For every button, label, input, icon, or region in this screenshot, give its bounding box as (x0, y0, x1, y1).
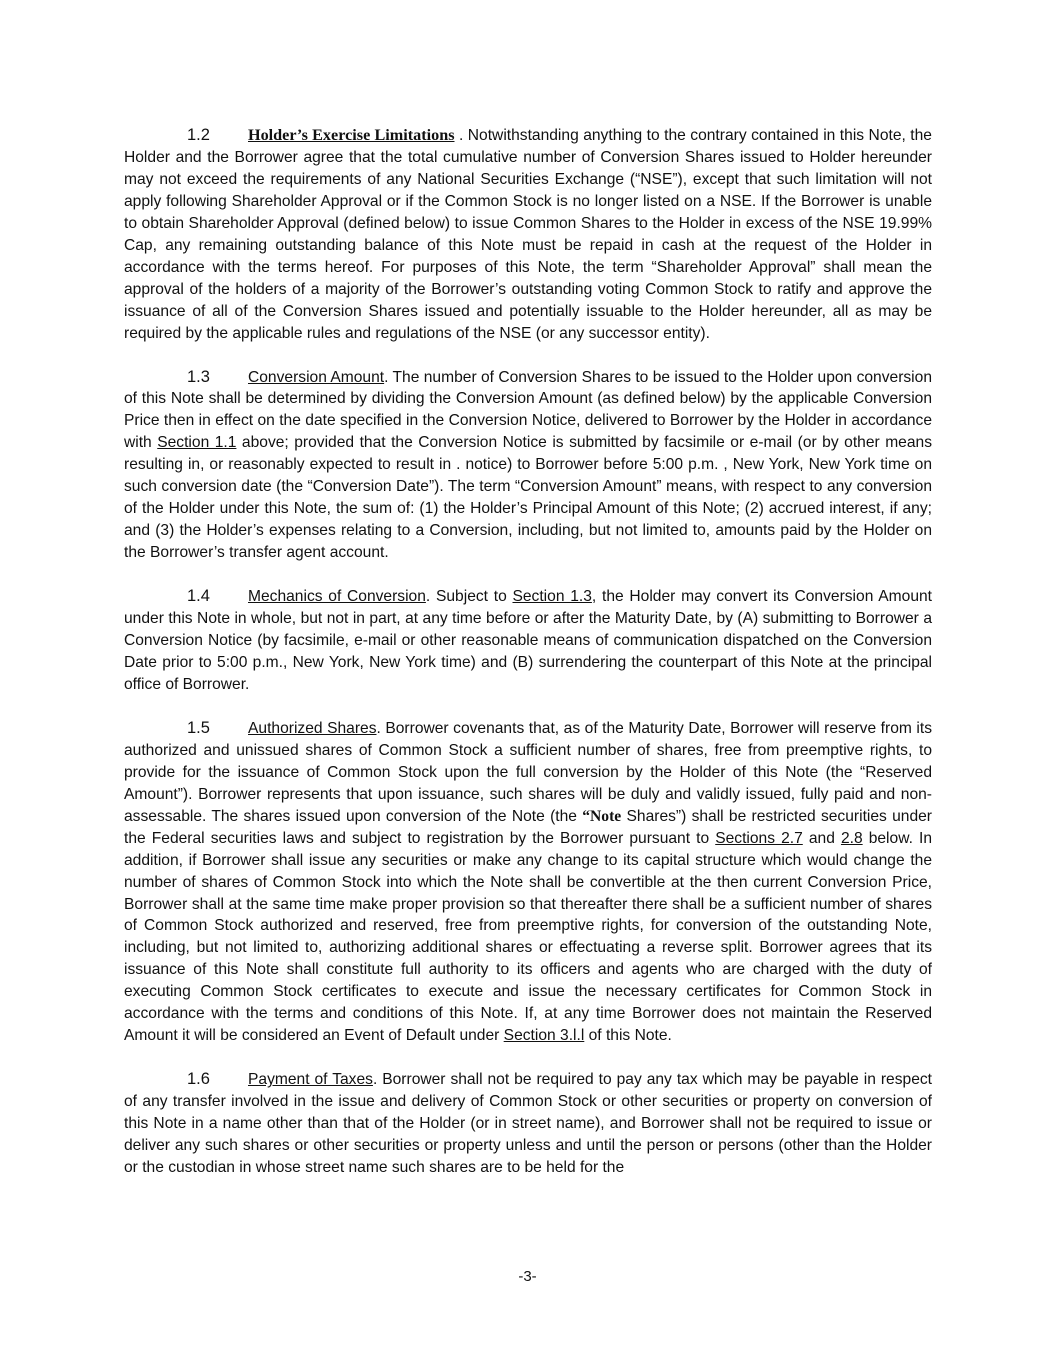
section-text: below. In addition, if Borrower shall issue any securities or make any change to its capital structure which would change the number of shares of Common Stock into which the Note shall be convertible at the then current Conversion Price, Borrower shall at the same time make proper provision so that thereafter there shall be a sufficient number of shares of Common Stock authorized and reserved, free from preemptive rights, for conversion of the outstanding Note, including, but not limited to, authorizing additional shares or effectuating a reverse split. Borrower agrees that its issuance of this Note shall constitute full authority to its officers and agents who are charged with the duty of executing Common Stock certificates to execute and issue the necessary certificates for Common Stock in accordance with the terms and conditions of this Note. If, at any time Borrower does not maintain the Reserved Amount it will be considered an Event of Default under (124, 829, 933, 1045)
section-number: 1.5 (187, 718, 210, 737)
section-text: of this Note. (584, 1027, 672, 1045)
section-reference: Section 3.l.l (503, 1027, 585, 1045)
section-1-2 (124, 125, 932, 345)
section-heading: Authorized Shares (248, 719, 377, 737)
section-1-4 (124, 586, 932, 696)
document-body (124, 125, 932, 1201)
section-reference: Section 1.1 (157, 434, 237, 452)
section-1-5 (124, 718, 932, 1047)
section-reference: Section 1.3 (512, 588, 592, 606)
section-number: 1.4 (187, 587, 210, 606)
defined-term: “Note (582, 807, 622, 825)
section-text: . Subject to (425, 588, 513, 606)
page-number: -3- (518, 1268, 537, 1285)
section-text: above; provided that the Conversion Notice is submitted by facsimile or e-mail (or by other means resulting in, or reasonably expected to result in . notice) to Borrower before 5:00 p.m. , New York, New York time on such conversion date (the “Conversion Date”). The term “Conversion Amount” means, with respect to any conversion of the Holder under this Note, the sum of: (1) the Holder’s Principal Amount of this Note; (2) accrued interest, if any; and (3) the Holder’s expenses relating to a Conversion, including, but not limited to, amounts paid by the Holder on the Borrower’s transfer agent account. (124, 434, 932, 562)
section-text: Shares”) shall be restricted securities under the Federal securities laws and subject to registration by the Borrower pursuant to (124, 807, 932, 847)
section-text: . Notwithstanding anything to the contrary contained in this Note, the Holder and the Borrower agree that the total cumulative number of Conversion Shares issued to Holder hereunder may not exceed the requirements of any National Securities Exchange (“NSE”), except that such limitation will not apply following Shareholder Approval or if the Common Stock is no longer listed on a NSE. If the Borrower is unable to obtain Shareholder Approval (defined below) to issue Common Shares to the Holder in excess of the NSE 19.99% Cap, any remaining outstanding balance of this Note must be repaid in cash at the request of the Holder in accordance with the terms hereof. For purposes of this Note, the term “Shareholder Approval” shall mean the approval of the holders of a majority of the Borrower’s outstanding voting Common Stock to ratify and approve the issuance of all of the Conversion Shares issued and potentially issuable to the Holder hereunder, all as may be required by the applicable rules and regulations of the NSE (or any successor entity). (124, 127, 932, 342)
section-text: . Borrower covenants that, as of the Maturity Date, Borrower will reserve from its authorized and unissued shares of Common Stock a sufficient number of shares, free from preemptive rights, to provide for the issuance of Common Stock upon the full conversion by the Holder of this Note (the “Reserved Amount”). Borrower represents that upon issuance, such shares will be duly and validly issued, fully paid and non-assessable. The shares issued upon conversion of the Note (the (124, 719, 932, 825)
section-text: . Borrower shall not be required to pay any tax which may be payable in respect of any transfer involved in the issue and delivery of Common Stock or other securities or property on conversion of this Note in a name other than that of the Holder (or in street name), and Borrower shall not be required to issue or deliver any such shares or other securities or property unless and until the person or persons (other than the Holder or the custodian in whose street name such shares are to be held for the (124, 1071, 932, 1176)
section-text: , the Holder may convert its Conversion Amount under this Note in whole, but not in part, at any time before or after the Maturity Date, by (A) submitting to Borrower a Conversion Notice (by facsimile, e-mail or other reasonable means of communication dispatched on the Conversion Date prior to 5:00 p.m., New York, New York time) and (B) surrendering the counterpart of this Note at the principal office of Borrower. (124, 588, 932, 693)
section-1-3 (124, 367, 932, 565)
section-text: . The number of Conversion Shares to be issued to the Holder upon conversion of this Note shall be determined by dividing the Conversion Amount (as defined below) by the applicable Conversion Price then in effect on the date specified in the Conversion Notice, delivered to Borrower by the Holder in accordance with (124, 368, 932, 452)
section-reference: Sections 2.7 (715, 829, 803, 847)
section-reference: 2.8 (840, 829, 863, 847)
section-1-6 (124, 1069, 932, 1179)
section-heading: Conversion Amount (248, 368, 385, 386)
section-heading: Holder’s Exercise Limitations (248, 126, 455, 144)
section-text: and (802, 829, 841, 847)
section-number: 1.6 (187, 1070, 210, 1089)
section-number: 1.2 (187, 126, 210, 144)
section-number: 1.3 (187, 367, 210, 386)
section-heading: Mechanics of Conversion (248, 588, 426, 606)
section-heading: Payment of Taxes (248, 1071, 373, 1089)
